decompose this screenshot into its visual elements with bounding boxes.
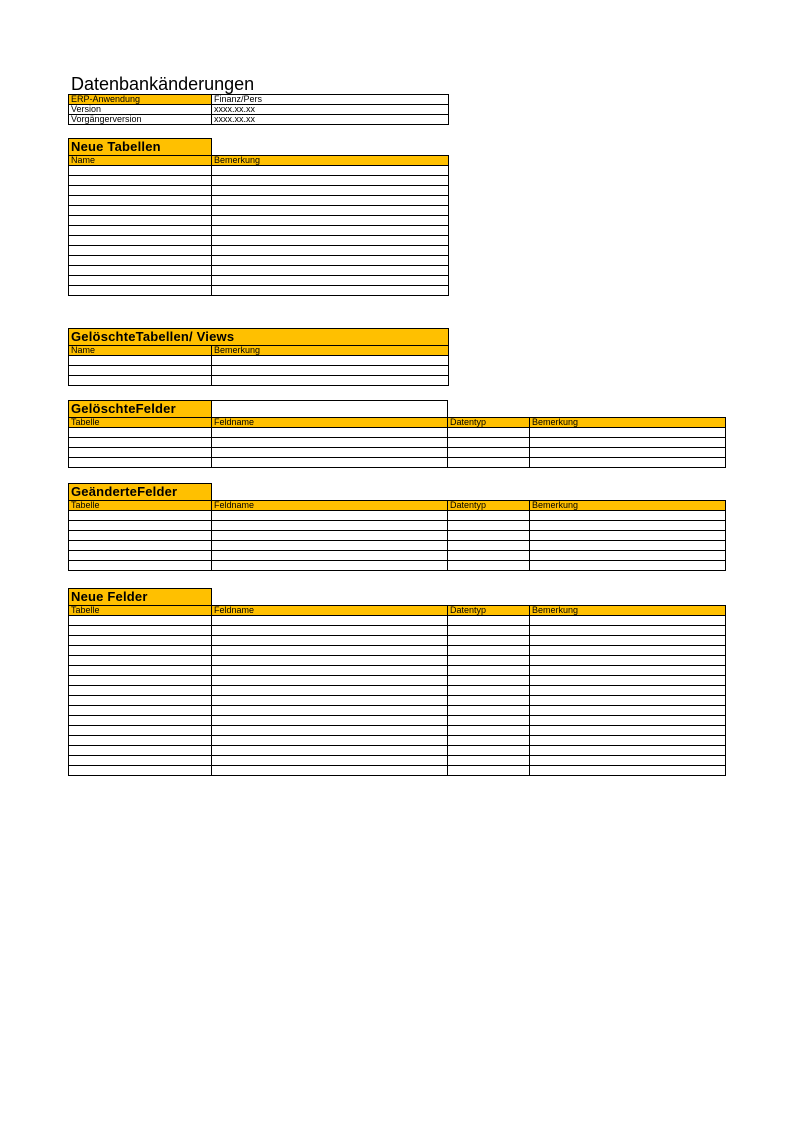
table-cell[interactable] xyxy=(69,551,212,561)
table-cell[interactable] xyxy=(69,428,212,438)
section-title-neue-tabellen: Neue Tabellen xyxy=(69,139,212,156)
table-cell[interactable] xyxy=(212,438,448,448)
table-cell[interactable] xyxy=(448,696,530,706)
table-cell[interactable] xyxy=(530,551,726,561)
table-cell[interactable] xyxy=(212,511,448,521)
table-cell[interactable] xyxy=(69,646,212,656)
column-header-datentyp: Datentyp xyxy=(448,418,530,428)
table-cell[interactable] xyxy=(212,226,449,236)
table-cell[interactable] xyxy=(448,448,530,458)
column-header-tabelle: Tabelle xyxy=(69,418,212,428)
table-cell[interactable] xyxy=(448,716,530,726)
meta-table xyxy=(68,94,449,125)
table-cell[interactable] xyxy=(69,366,212,376)
table-cell[interactable] xyxy=(530,541,726,551)
column-header-row xyxy=(69,156,449,166)
table-cell[interactable] xyxy=(530,766,726,776)
table-cell[interactable] xyxy=(530,746,726,756)
table-cell[interactable] xyxy=(69,448,212,458)
table-cell[interactable] xyxy=(212,636,448,646)
table-cell[interactable] xyxy=(530,448,726,458)
table-cell[interactable] xyxy=(212,448,448,458)
table-cell[interactable] xyxy=(212,626,448,636)
table-cell[interactable] xyxy=(448,676,530,686)
column-header-bemerkung: Bemerkung xyxy=(212,156,449,166)
table-cell[interactable] xyxy=(212,686,448,696)
table-cell[interactable] xyxy=(212,616,448,626)
table-cell[interactable] xyxy=(448,561,530,571)
geaenderte-felder-table xyxy=(68,483,726,571)
column-header-row xyxy=(69,346,449,356)
table-cell[interactable] xyxy=(530,666,726,676)
geloeschte-felder-rows xyxy=(69,428,726,468)
table-row xyxy=(69,746,726,756)
table-row xyxy=(69,756,726,766)
meta-label-erp: ERP-Anwendung xyxy=(69,95,212,105)
table-cell[interactable] xyxy=(212,706,448,716)
column-header-tabelle: Tabelle xyxy=(69,501,212,511)
section-header-row xyxy=(69,401,726,418)
table-row xyxy=(69,376,449,386)
section-title-neue-felder: Neue Felder xyxy=(69,589,212,606)
table-cell[interactable] xyxy=(69,616,212,626)
table-cell[interactable] xyxy=(69,706,212,716)
table-cell[interactable] xyxy=(530,458,726,468)
table-cell[interactable] xyxy=(212,736,448,746)
table-row xyxy=(69,561,726,571)
column-header-row xyxy=(69,501,726,511)
table-cell[interactable] xyxy=(530,626,726,636)
table-row xyxy=(69,186,449,196)
geaenderte-felder-rows xyxy=(69,511,726,571)
section-spacer xyxy=(530,484,726,501)
table-cell[interactable] xyxy=(448,666,530,676)
table-cell[interactable] xyxy=(448,438,530,448)
section-spacer xyxy=(212,484,448,501)
table-cell[interactable] xyxy=(212,428,448,438)
table-cell[interactable] xyxy=(212,666,448,676)
meta-label-version: Version xyxy=(69,105,212,115)
section-header-row xyxy=(69,329,449,346)
table-cell[interactable] xyxy=(69,458,212,468)
table-row xyxy=(69,646,726,656)
table-cell[interactable] xyxy=(212,276,449,286)
table-cell[interactable] xyxy=(69,511,212,521)
table-cell[interactable] xyxy=(530,616,726,626)
table-cell[interactable] xyxy=(212,458,448,468)
table-cell[interactable] xyxy=(69,266,212,276)
table-row xyxy=(69,551,726,561)
table-cell[interactable] xyxy=(212,246,449,256)
table-cell[interactable] xyxy=(212,216,449,226)
geloeschte-felder-table xyxy=(68,400,726,468)
table-row xyxy=(69,626,726,636)
table-cell[interactable] xyxy=(212,766,448,776)
meta-value-erp[interactable]: Finanz/Pers xyxy=(212,95,449,105)
table-cell[interactable] xyxy=(530,686,726,696)
table-cell[interactable] xyxy=(69,541,212,551)
table-row xyxy=(69,226,449,236)
table-row xyxy=(69,206,449,216)
section-title-geloeschte-tabellen: GelöschteTabellen/ Views xyxy=(69,329,449,346)
table-cell[interactable] xyxy=(448,756,530,766)
table-cell[interactable] xyxy=(530,531,726,541)
table-cell[interactable] xyxy=(69,676,212,686)
column-header-row xyxy=(69,606,726,616)
table-cell[interactable] xyxy=(69,246,212,256)
table-cell[interactable] xyxy=(69,236,212,246)
table-cell[interactable] xyxy=(448,551,530,561)
table-cell[interactable] xyxy=(212,286,449,296)
table-cell[interactable] xyxy=(212,756,448,766)
table-cell[interactable] xyxy=(212,716,448,726)
table-cell[interactable] xyxy=(69,626,212,636)
section-spacer xyxy=(448,484,530,501)
section-spacer xyxy=(448,589,530,606)
table-cell[interactable] xyxy=(448,656,530,666)
table-row xyxy=(69,266,449,276)
table-cell[interactable] xyxy=(212,561,448,571)
table-cell[interactable] xyxy=(212,366,449,376)
table-cell[interactable] xyxy=(212,376,449,386)
table-cell[interactable] xyxy=(448,766,530,776)
table-cell[interactable] xyxy=(69,356,212,366)
table-row xyxy=(69,706,726,716)
meta-value-version[interactable]: xxxx.xx.xx xyxy=(212,105,449,115)
table-row xyxy=(69,656,726,666)
table-cell[interactable] xyxy=(212,531,448,541)
table-row xyxy=(69,176,449,186)
table-cell[interactable] xyxy=(69,206,212,216)
table-cell[interactable] xyxy=(212,356,449,366)
table-row xyxy=(69,531,726,541)
table-cell[interactable] xyxy=(448,626,530,636)
table-cell[interactable] xyxy=(69,686,212,696)
table-cell[interactable] xyxy=(69,696,212,706)
table-cell[interactable] xyxy=(69,286,212,296)
table-row xyxy=(69,246,449,256)
table-row xyxy=(69,196,449,206)
column-header-datentyp: Datentyp xyxy=(448,501,530,511)
table-cell[interactable] xyxy=(69,226,212,236)
table-cell[interactable] xyxy=(530,676,726,686)
column-header-name: Name xyxy=(69,156,212,166)
table-cell[interactable] xyxy=(212,166,449,176)
geloeschte-tabellen-rows xyxy=(69,356,449,386)
table-cell[interactable] xyxy=(69,716,212,726)
meta-row-version xyxy=(69,105,449,115)
table-cell[interactable] xyxy=(448,616,530,626)
table-cell[interactable] xyxy=(69,521,212,531)
meta-row-vorgaenger xyxy=(69,115,449,125)
table-cell[interactable] xyxy=(69,216,212,226)
table-cell[interactable] xyxy=(530,656,726,666)
column-header-tabelle: Tabelle xyxy=(69,606,212,616)
table-cell[interactable] xyxy=(448,726,530,736)
column-header-name: Name xyxy=(69,346,212,356)
table-cell[interactable] xyxy=(212,186,449,196)
table-cell[interactable] xyxy=(448,636,530,646)
column-header-row xyxy=(69,418,726,428)
table-cell[interactable] xyxy=(530,756,726,766)
table-cell[interactable] xyxy=(530,706,726,716)
table-cell[interactable] xyxy=(448,531,530,541)
table-row xyxy=(69,696,726,706)
table-row xyxy=(69,511,726,521)
meta-label-vorgaenger: Vorgängerversion xyxy=(69,115,212,125)
geloeschte-tabellen-table xyxy=(68,328,449,386)
table-cell[interactable] xyxy=(530,428,726,438)
section-spacer xyxy=(212,401,448,418)
table-cell[interactable] xyxy=(69,186,212,196)
table-cell[interactable] xyxy=(448,521,530,531)
table-row xyxy=(69,666,726,676)
column-header-datentyp: Datentyp xyxy=(448,606,530,616)
document-title: Datenbankänderungen xyxy=(71,74,255,94)
table-cell[interactable] xyxy=(530,716,726,726)
meta-row-erp xyxy=(69,95,449,105)
section-spacer xyxy=(448,401,530,418)
table-row xyxy=(69,636,726,646)
table-row xyxy=(69,356,449,366)
table-cell[interactable] xyxy=(212,551,448,561)
neue-felder-rows xyxy=(69,616,726,776)
table-row xyxy=(69,236,449,246)
section-header-row xyxy=(69,589,726,606)
table-cell[interactable] xyxy=(212,521,448,531)
table-row xyxy=(69,458,726,468)
table-row xyxy=(69,521,726,531)
table-cell[interactable] xyxy=(212,256,449,266)
table-cell[interactable] xyxy=(530,736,726,746)
table-cell[interactable] xyxy=(69,766,212,776)
table-cell[interactable] xyxy=(530,561,726,571)
table-row xyxy=(69,686,726,696)
section-header-row xyxy=(69,139,449,156)
table-cell[interactable] xyxy=(212,541,448,551)
neue-tabellen-rows xyxy=(69,166,449,296)
section-title-geaenderte-felder: GeänderteFelder xyxy=(69,484,212,501)
column-header-bemerkung: Bemerkung xyxy=(530,606,726,616)
table-cell[interactable] xyxy=(212,196,449,206)
table-cell[interactable] xyxy=(448,746,530,756)
table-cell[interactable] xyxy=(448,736,530,746)
table-cell[interactable] xyxy=(69,666,212,676)
section-spacer xyxy=(212,589,448,606)
column-header-bemerkung: Bemerkung xyxy=(212,346,449,356)
table-cell[interactable] xyxy=(448,428,530,438)
table-cell[interactable] xyxy=(212,206,449,216)
table-row xyxy=(69,766,726,776)
neue-tabellen-table xyxy=(68,138,449,296)
table-cell[interactable] xyxy=(212,266,449,276)
table-cell[interactable] xyxy=(530,696,726,706)
table-cell[interactable] xyxy=(530,511,726,521)
table-cell[interactable] xyxy=(69,736,212,746)
table-cell[interactable] xyxy=(212,726,448,736)
table-row xyxy=(69,616,726,626)
table-cell[interactable] xyxy=(212,646,448,656)
table-cell[interactable] xyxy=(69,438,212,448)
table-cell[interactable] xyxy=(530,726,726,736)
column-header-feldname: Feldname xyxy=(212,606,448,616)
table-row xyxy=(69,166,449,176)
table-row xyxy=(69,736,726,746)
table-row xyxy=(69,716,726,726)
table-cell[interactable] xyxy=(212,236,449,246)
table-cell[interactable] xyxy=(530,438,726,448)
section-header-row xyxy=(69,484,726,501)
table-row xyxy=(69,438,726,448)
section-spacer xyxy=(530,401,726,418)
meta-value-vorgaenger[interactable]: xxxx.xx.xx xyxy=(212,115,449,125)
table-cell[interactable] xyxy=(212,176,449,186)
section-title-geloeschte-felder: GelöschteFelder xyxy=(69,401,212,418)
table-row xyxy=(69,216,449,226)
table-cell[interactable] xyxy=(69,256,212,266)
table-cell[interactable] xyxy=(69,726,212,736)
table-cell[interactable] xyxy=(212,696,448,706)
table-cell[interactable] xyxy=(69,561,212,571)
table-cell[interactable] xyxy=(530,636,726,646)
table-cell[interactable] xyxy=(69,636,212,646)
table-cell[interactable] xyxy=(69,656,212,666)
table-cell[interactable] xyxy=(69,166,212,176)
table-cell[interactable] xyxy=(530,646,726,656)
table-cell[interactable] xyxy=(212,676,448,686)
table-row xyxy=(69,541,726,551)
table-cell[interactable] xyxy=(69,196,212,206)
column-header-feldname: Feldname xyxy=(212,418,448,428)
column-header-feldname: Feldname xyxy=(212,501,448,511)
table-row xyxy=(69,286,449,296)
table-row xyxy=(69,256,449,266)
table-cell[interactable] xyxy=(448,686,530,696)
table-row xyxy=(69,676,726,686)
table-row xyxy=(69,726,726,736)
section-spacer xyxy=(212,139,449,156)
table-cell[interactable] xyxy=(69,176,212,186)
table-row xyxy=(69,428,726,438)
table-row xyxy=(69,276,449,286)
table-cell[interactable] xyxy=(212,746,448,756)
table-cell[interactable] xyxy=(69,746,212,756)
section-spacer xyxy=(530,589,726,606)
table-cell[interactable] xyxy=(448,458,530,468)
column-header-bemerkung: Bemerkung xyxy=(530,418,726,428)
table-cell[interactable] xyxy=(212,656,448,666)
table-cell[interactable] xyxy=(69,276,212,286)
table-cell[interactable] xyxy=(530,521,726,531)
table-cell[interactable] xyxy=(448,646,530,656)
table-cell[interactable] xyxy=(448,541,530,551)
table-cell[interactable] xyxy=(69,531,212,541)
table-cell[interactable] xyxy=(448,706,530,716)
table-cell[interactable] xyxy=(69,756,212,766)
neue-felder-table xyxy=(68,588,726,776)
table-cell[interactable] xyxy=(448,511,530,521)
table-cell[interactable] xyxy=(69,376,212,386)
table-row xyxy=(69,448,726,458)
column-header-bemerkung: Bemerkung xyxy=(530,501,726,511)
table-row xyxy=(69,366,449,376)
